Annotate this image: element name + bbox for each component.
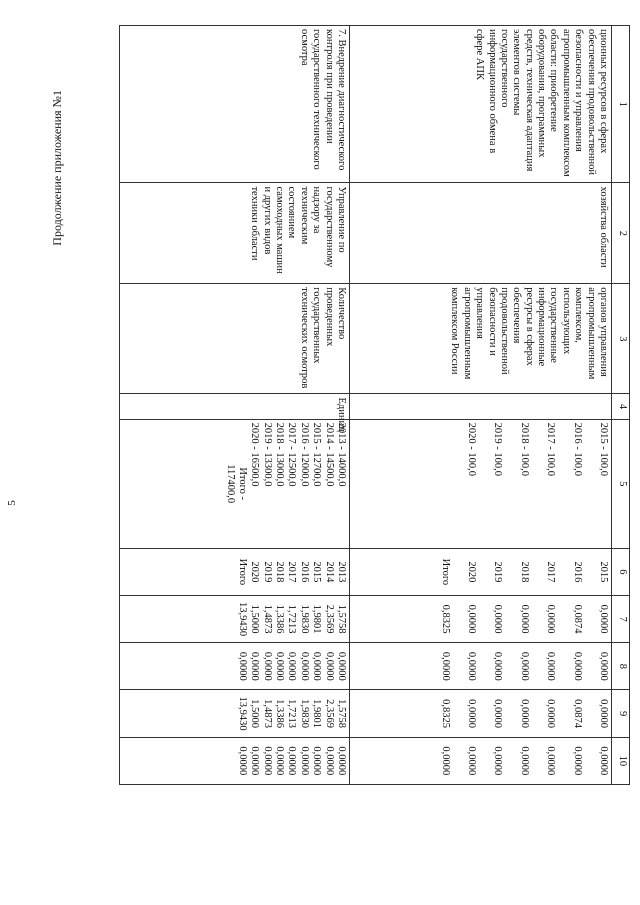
table-row: [350, 26, 612, 785]
col-header-10: 10: [612, 737, 630, 784]
col-header-2: 2: [612, 183, 630, 284]
cell-federal-funding: 0,0000 0,0000 0,0000 0,0000 0,0000 0,0000 0,0000: [350, 643, 612, 690]
page-number: 5: [6, 500, 18, 506]
cell-total-funding: 1,5758 2,3569 1,9801 1,9830 1,7213 1,3386 1,4873 1,5000 13,9430: [120, 595, 350, 642]
cell-unit: [350, 394, 612, 419]
cell-federal-funding: 0,0000 0,0000 0,0000 0,0000 0,0000 0,0000 0,0000 0,0000 0,0000: [120, 643, 350, 690]
cell-activity-description: ционных ресурсов в сферах обеспечения продовольственной безопасности и управления агропромышленным комплексом области: приобретение оборудования, программных средств, техническая адаптация элементов системы государственного информационного обмена в сфере АПК: [350, 26, 612, 183]
col-header-1: 1: [612, 26, 630, 183]
cell-regional-funding: 1,5758 2,3569 1,9801 1,9830 1,7213 1,3386 1,4873 1,5000 13,9430: [120, 690, 350, 737]
cell-other-funding: 0,0000 0,0000 0,0000 0,0000 0,0000 0,0000 0,0000: [350, 737, 612, 784]
cell-target-values: 2015 - 100,0 2016 - 100,0 2017 - 100,0 2018 - 100,0 2019 - 100,0 2020 - 100,0: [350, 419, 612, 548]
column-number-row: [612, 26, 630, 785]
rotated-table-wrapper: [118, 25, 630, 785]
cell-other-funding: 0,0000 0,0000 0,0000 0,0000 0,0000 0,0000 0,0000 0,0000 0,0000: [120, 737, 350, 784]
col-header-7: 7: [612, 595, 630, 642]
cell-activity-description: 7. Внедрение диагностического контроля при проведении государственного технического осмотра: [120, 26, 350, 183]
col-header-4: 4: [612, 394, 630, 419]
col-header-8: 8: [612, 643, 630, 690]
table-row: [120, 26, 350, 785]
col-header-3: 3: [612, 284, 630, 394]
cell-years: 2013 2014 2015 2016 2017 2018 2019 2020 Итого: [120, 548, 350, 595]
col-header-9: 9: [612, 690, 630, 737]
row-number: 7.: [336, 29, 347, 37]
col-header-6: 6: [612, 548, 630, 595]
cell-total-funding: 0,0000 0,0874 0,0000 0,0000 0,0000 0,0000 0,8325: [350, 595, 612, 642]
appendix-continuation-note: Продолжение приложения №1: [50, 90, 64, 246]
cell-indicator: органов управления агропромышленным комплексом, использующих государственные информационные ресурсы в сферах обеспечения продовольственной безопасности и управления агропромышленным комплексом России: [350, 284, 612, 394]
cell-executor: Управление по государственному надзору за техническим состоянием самоходных машин и других видов техники области: [120, 183, 350, 284]
cell-target-values: 2013 - 14000,0 2014 - 14500,0 2015 - 12700,0 2016 - 12000,0 2017 - 12500,0 2018 - 13000,0 2019 - 13300,0 2020 - 16500,0 Итого - 117400,0: [120, 419, 350, 548]
program-activities-table: [119, 25, 630, 785]
cell-executor: хозяйства области: [350, 183, 612, 284]
cell-unit: Единиц: [120, 394, 350, 419]
cell-regional-funding: 0,0000 0,0874 0,0000 0,0000 0,0000 0,0000 0,8325: [350, 690, 612, 737]
cell-years: 2015 2016 2017 2018 2019 2020 Итого: [350, 548, 612, 595]
cell-indicator: Количество проведенных государственных технических осмотров: [120, 284, 350, 394]
col-header-5: 5: [612, 419, 630, 548]
